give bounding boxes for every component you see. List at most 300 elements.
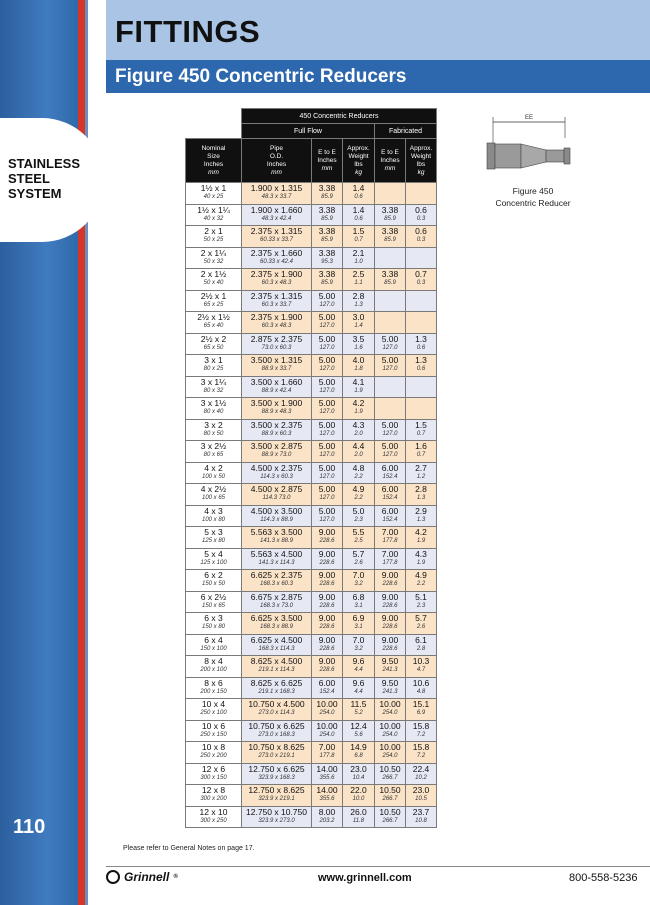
cell-weight-value: 4.9 <box>352 484 365 494</box>
table-corner-2 <box>186 124 242 139</box>
cell-od-metric: 273.0 x 168.3 <box>258 731 295 738</box>
cell-fab-e-to-e-metric: 127.0 <box>382 430 398 437</box>
cell-fab-weight <box>406 312 437 334</box>
cell-weight-value: 9.6 <box>352 677 365 688</box>
cell-size-metric: 300 x 150 <box>200 774 227 781</box>
table-corner <box>186 109 242 124</box>
table-row <box>186 763 437 785</box>
website-link[interactable]: www.grinnell.com <box>318 872 412 884</box>
cell-fab-e-to-e-value: 5.00 <box>381 333 399 344</box>
table-row <box>186 527 437 549</box>
cell-e-to-e-value: 10.00 <box>316 720 338 731</box>
table-title: 450 Concentric Reducers <box>242 109 437 124</box>
cell-weight-metric: 1.1 <box>354 280 363 286</box>
cell-weight-value: 4.3 <box>352 419 365 430</box>
cell-fab-e-to-e-value: 5.00 <box>381 355 399 365</box>
cell-od-metric: 60.33 x 33.7 <box>259 237 294 243</box>
cell-e-to-e-metric: 254.0 <box>319 731 335 738</box>
cell-fab-e-to-e-metric: 152.4 <box>382 473 398 480</box>
cell-weight-metric: 2.0 <box>354 452 363 458</box>
cell-fab-weight <box>406 398 437 420</box>
cell-od-value: 12.750 x 10.750 <box>246 806 307 817</box>
cell-weight <box>343 376 375 398</box>
table-row <box>186 462 437 484</box>
cell-od-metric: 219.1 x 114.3 <box>258 667 295 673</box>
page-title: FITTINGS <box>115 14 261 49</box>
cell-size-metric: 40 x 25 <box>203 194 224 200</box>
cell-od-value: 3.500 x 1.900 <box>250 398 303 408</box>
cell-size-value: 2½ x 2 <box>200 333 227 344</box>
cell-od <box>242 376 312 398</box>
page-subtitle: Figure 450 Concentric Reducers <box>115 66 407 87</box>
table-row <box>186 183 437 205</box>
cell-weight-metric: 5.6 <box>354 731 363 738</box>
cell-od-metric: 60.3 x 33.7 <box>261 301 292 308</box>
large-end-flange <box>487 143 495 169</box>
cell-size <box>186 763 242 785</box>
cell-size-metric: 100 x 50 <box>201 473 226 480</box>
cell-weight-value: 5.7 <box>352 548 365 559</box>
cell-weight-value: 12.4 <box>350 720 367 731</box>
cell-e-to-e-value: 14.00 <box>316 785 338 795</box>
cell-e-to-e-metric: 127.0 <box>319 409 335 415</box>
cell-fab-weight-metric: 7.2 <box>416 753 426 759</box>
cell-od-value: 3.500 x 2.875 <box>250 441 303 451</box>
cell-e-to-e-metric: 152.4 <box>319 688 335 695</box>
cell-size <box>186 613 242 635</box>
cell-size-metric: 250 x 200 <box>200 753 227 759</box>
cell-weight-metric: 1.8 <box>354 366 363 372</box>
cell-fab-weight-metric: 2.3 <box>416 602 426 609</box>
cell-fab-weight-metric: 2.6 <box>416 624 426 630</box>
cell-e-to-e <box>312 763 343 785</box>
cell-e-to-e-metric: 254.0 <box>319 710 335 716</box>
cell-weight-metric: 6.8 <box>354 753 363 759</box>
cell-fab-weight-value: 15.1 <box>412 699 430 709</box>
cell-fab-weight-metric: 0.7 <box>416 430 426 437</box>
cell-fab-e-to-e-metric: 152.4 <box>382 495 398 501</box>
cell-fab-e-to-e-metric: 85.9 <box>384 237 396 243</box>
table-row <box>186 312 437 334</box>
cell-weight-metric: 10.4 <box>352 774 365 781</box>
cell-fab-e-to-e-metric: 85.9 <box>384 280 396 286</box>
cell-od-value: 4.500 x 2.875 <box>250 484 303 494</box>
cell-e-to-e <box>312 591 343 613</box>
cell-size-value: 5 x 4 <box>204 548 223 559</box>
cell-e-to-e <box>312 441 343 463</box>
cell-fab-weight <box>406 763 437 785</box>
cell-fab-weight-value: 4.9 <box>415 570 427 580</box>
cell-size <box>186 398 242 420</box>
cell-e-to-e-value: 5.00 <box>318 505 336 516</box>
cell-e-to-e-value: 5.00 <box>318 312 336 322</box>
cell-fab-e-to-e-metric: 241.3 <box>382 667 398 673</box>
cell-fab-weight-value: 6.1 <box>415 634 427 645</box>
cell-weight-value: 1.4 <box>352 183 365 193</box>
cell-fab-weight-metric: 1.2 <box>416 473 426 480</box>
cell-e-to-e-metric: 203.2 <box>319 817 335 824</box>
cell-weight <box>343 785 375 807</box>
cell-fab-e-to-e <box>375 333 406 355</box>
cell-fab-weight <box>406 226 437 248</box>
cell-e-to-e-metric: 177.8 <box>319 753 335 759</box>
cell-size-metric: 50 x 32 <box>203 258 224 265</box>
cell-e-to-e <box>312 527 343 549</box>
cell-weight-value: 3.5 <box>352 333 365 344</box>
cell-od-value: 6.625 x 4.500 <box>250 634 303 645</box>
cell-od <box>242 462 312 484</box>
cell-size-metric: 50 x 40 <box>203 280 224 286</box>
cell-fab-weight-metric: 0.6 <box>416 344 426 351</box>
cell-od <box>242 699 312 721</box>
cell-fab-e-to-e <box>375 484 406 506</box>
cell-weight-value: 3.0 <box>352 312 365 322</box>
cell-weight-value: 11.5 <box>350 699 367 709</box>
cell-od <box>242 720 312 742</box>
cell-fab-weight-value: 4.2 <box>415 527 427 537</box>
cell-fab-e-to-e-value: 3.38 <box>381 269 399 279</box>
cell-size-metric: 200 x 150 <box>200 688 227 695</box>
cell-weight <box>343 634 375 656</box>
cell-size-metric: 65 x 50 <box>203 344 224 351</box>
cell-fab-e-to-e-value: 9.00 <box>381 591 399 602</box>
cell-fab-e-to-e <box>375 505 406 527</box>
cell-fab-weight <box>406 247 437 269</box>
cell-fab-weight-value: 22.4 <box>412 763 430 774</box>
cell-od <box>242 505 312 527</box>
cell-od-metric: 88.9 x 60.3 <box>261 430 292 437</box>
cell-od <box>242 355 312 377</box>
cell-e-to-e <box>312 398 343 420</box>
cell-od-metric: 273.0 x 219.1 <box>258 753 295 759</box>
table-row <box>186 269 437 291</box>
cell-e-to-e-value: 9.00 <box>318 570 336 580</box>
cell-weight-metric: 2.3 <box>354 516 363 523</box>
table-row <box>186 548 437 570</box>
cell-e-to-e <box>312 376 343 398</box>
cell-e-to-e-value: 9.00 <box>318 634 336 645</box>
cell-size-value: 6 x 2½ <box>200 591 227 602</box>
cell-e-to-e-value: 5.00 <box>318 376 336 387</box>
cell-weight-metric: 0.7 <box>354 237 363 243</box>
cell-size <box>186 656 242 678</box>
cell-od-value: 4.500 x 3.500 <box>250 505 303 516</box>
col-e-to-e: E to E Inches mm <box>312 139 343 183</box>
large-end-body <box>495 144 521 168</box>
cell-od-value: 8.625 x 6.625 <box>250 677 303 688</box>
cell-weight-metric: 1.9 <box>354 409 363 415</box>
cell-fab-e-to-e-value: 7.00 <box>381 548 399 559</box>
cell-e-to-e <box>312 290 343 312</box>
cell-fab-weight-value: 1.5 <box>415 419 427 430</box>
cell-e-to-e-metric: 85.9 <box>321 215 333 222</box>
cell-weight <box>343 247 375 269</box>
cell-size-value: 3 x 2½ <box>200 441 227 451</box>
cell-e-to-e <box>312 613 343 635</box>
cell-size <box>186 742 242 764</box>
cell-weight-metric: 1.6 <box>354 344 363 351</box>
cell-fab-e-to-e-value: 10.00 <box>379 720 401 731</box>
table-row <box>186 290 437 312</box>
dimension-label: EE <box>524 115 534 121</box>
cell-fab-e-to-e <box>375 720 406 742</box>
cell-od <box>242 290 312 312</box>
cell-fab-weight-value: 15.8 <box>412 742 430 752</box>
cell-od-metric: 48.3 x 42.4 <box>261 215 292 222</box>
cell-size-value: 5 x 3 <box>204 527 223 537</box>
table-body <box>186 183 437 828</box>
cell-od <box>242 269 312 291</box>
cell-fab-weight-value: 4.3 <box>415 548 427 559</box>
cell-size-metric: 150 x 80 <box>201 624 226 630</box>
cell-fab-weight-value: 2.9 <box>415 505 427 516</box>
cell-weight-metric: 3.2 <box>354 645 363 652</box>
cell-e-to-e-metric: 127.0 <box>319 387 335 394</box>
cell-fab-weight <box>406 484 437 506</box>
table-row <box>186 677 437 699</box>
cell-e-to-e <box>312 720 343 742</box>
cell-size-value: 4 x 2½ <box>200 484 227 494</box>
cell-e-to-e-value: 3.38 <box>318 226 336 236</box>
cell-e-to-e-metric: 127.0 <box>319 323 335 329</box>
group-fabricated: Fabricated <box>375 124 437 139</box>
cell-e-to-e <box>312 677 343 699</box>
cell-size <box>186 570 242 592</box>
cell-size <box>186 312 242 334</box>
cell-fab-weight-value: 0.7 <box>415 269 427 279</box>
col-nominal-size: Nominal Size Inches mm <box>186 139 242 183</box>
cell-fab-weight <box>406 333 437 355</box>
cell-od-value: 6.625 x 2.375 <box>250 570 303 580</box>
cell-size <box>186 183 242 205</box>
table-row <box>186 204 437 226</box>
cell-weight-metric: 1.4 <box>354 323 363 329</box>
cell-size <box>186 204 242 226</box>
cell-weight <box>343 656 375 678</box>
cell-fab-e-to-e-metric: 127.0 <box>382 366 398 372</box>
cell-e-to-e-metric: 127.0 <box>319 344 335 351</box>
cell-e-to-e-metric: 95.3 <box>321 258 333 265</box>
cell-fab-weight <box>406 527 437 549</box>
cell-size-metric: 125 x 100 <box>200 559 227 566</box>
cell-od <box>242 204 312 226</box>
cell-fab-weight <box>406 290 437 312</box>
cell-od-value: 2.875 x 2.375 <box>250 333 303 344</box>
cell-fab-e-to-e <box>375 634 406 656</box>
cell-od <box>242 527 312 549</box>
cell-e-to-e <box>312 570 343 592</box>
cell-fab-e-to-e <box>375 269 406 291</box>
cell-od-metric: 73.0 x 60.3 <box>261 344 292 351</box>
table-row <box>186 699 437 721</box>
brand-name: Grinnell <box>124 870 170 884</box>
cell-e-to-e-value: 7.00 <box>318 742 336 752</box>
cell-fab-e-to-e-value: 3.38 <box>381 226 399 236</box>
cell-od-value: 6.675 x 2.875 <box>250 591 303 602</box>
cell-size <box>186 333 242 355</box>
cell-fab-e-to-e <box>375 527 406 549</box>
table-row <box>186 720 437 742</box>
cell-od-value: 2.375 x 1.660 <box>250 247 303 258</box>
cell-weight-value: 5.0 <box>352 505 365 516</box>
cell-e-to-e-metric: 85.9 <box>321 194 333 200</box>
cell-e-to-e-metric: 355.6 <box>319 796 335 802</box>
grinnell-logo-icon <box>106 870 120 884</box>
cell-fab-weight-value: 10.6 <box>412 677 430 688</box>
cell-e-to-e-metric: 355.6 <box>319 774 335 781</box>
cell-fab-e-to-e-value: 10.50 <box>379 785 401 795</box>
cell-weight <box>343 484 375 506</box>
cell-e-to-e <box>312 312 343 334</box>
table-row <box>186 398 437 420</box>
cell-e-to-e-metric: 228.6 <box>319 667 335 673</box>
cell-fab-e-to-e-value: 10.00 <box>379 742 401 752</box>
cell-weight <box>343 613 375 635</box>
cell-e-to-e <box>312 742 343 764</box>
cell-e-to-e-value: 3.38 <box>318 269 336 279</box>
cell-fab-weight-metric: 0.3 <box>416 280 426 286</box>
cell-e-to-e-metric: 127.0 <box>319 495 335 501</box>
cell-fab-e-to-e-value: 6.00 <box>381 505 399 516</box>
cell-od <box>242 419 312 441</box>
cell-fab-e-to-e-metric: 127.0 <box>382 452 398 458</box>
cell-fab-weight <box>406 419 437 441</box>
cell-e-to-e-metric: 228.6 <box>319 559 335 566</box>
cell-weight <box>343 398 375 420</box>
cell-od-metric: 168.3 x 114.3 <box>258 645 295 652</box>
cell-size-metric: 200 x 100 <box>200 667 227 673</box>
cell-weight-value: 23.0 <box>350 763 367 774</box>
cell-od <box>242 247 312 269</box>
cell-size-value: 6 x 2 <box>204 570 223 580</box>
cell-weight-value: 6.9 <box>352 613 365 623</box>
cell-fab-weight-metric: 2.2 <box>416 581 426 587</box>
cell-od-value: 3.500 x 1.660 <box>250 376 303 387</box>
col-weight: Approx. Weight lbs kg <box>343 139 375 183</box>
cell-fab-weight <box>406 785 437 807</box>
grinnell-logo <box>106 870 178 884</box>
cell-fab-e-to-e <box>375 419 406 441</box>
cell-e-to-e <box>312 462 343 484</box>
cell-size <box>186 677 242 699</box>
cell-size-value: 2 x 1¼ <box>200 247 227 258</box>
cell-od-metric: 168.3 x 73.0 <box>259 602 294 609</box>
cell-od-metric: 323.9 x 168.3 <box>258 774 295 781</box>
cell-e-to-e-value: 9.00 <box>318 613 336 623</box>
cell-fab-weight <box>406 441 437 463</box>
small-end-flange <box>564 148 570 164</box>
cell-e-to-e-value: 14.00 <box>316 763 338 774</box>
table-row <box>186 742 437 764</box>
cell-e-to-e-metric: 228.6 <box>319 602 335 609</box>
cell-fab-e-to-e <box>375 742 406 764</box>
cell-size <box>186 376 242 398</box>
cell-fab-e-to-e-metric: 254.0 <box>382 710 398 716</box>
cell-fab-weight <box>406 183 437 205</box>
cell-e-to-e <box>312 183 343 205</box>
cell-weight-metric: 3.2 <box>354 581 363 587</box>
cell-fab-e-to-e <box>375 613 406 635</box>
cell-weight <box>343 419 375 441</box>
cell-e-to-e-value: 5.00 <box>318 484 336 494</box>
cell-fab-e-to-e <box>375 312 406 334</box>
table-row <box>186 247 437 269</box>
cell-weight-metric: 3.1 <box>354 624 363 630</box>
footer-divider <box>106 866 650 867</box>
cell-weight <box>343 548 375 570</box>
cell-weight-value: 7.0 <box>352 634 365 645</box>
cell-size-metric: 80 x 25 <box>203 366 224 372</box>
cell-od <box>242 183 312 205</box>
cell-e-to-e-metric: 85.9 <box>321 280 333 286</box>
cell-od <box>242 634 312 656</box>
cell-weight-value: 1.4 <box>352 204 365 215</box>
cell-size <box>186 290 242 312</box>
cell-od <box>242 742 312 764</box>
table-row <box>186 806 437 828</box>
cell-size-value: 10 x 8 <box>201 742 226 752</box>
cell-weight-metric: 0.6 <box>354 194 363 200</box>
section-title: STAINLESS STEEL SYSTEM <box>8 156 80 201</box>
cell-size-value: 3 x 2 <box>204 419 223 430</box>
cell-fab-e-to-e-value: 10.50 <box>379 763 401 774</box>
cell-weight-value: 9.6 <box>352 656 365 666</box>
cell-fab-e-to-e-metric: 127.0 <box>382 344 398 351</box>
cell-od-metric: 60.3 x 48.3 <box>261 280 292 286</box>
cell-weight-value: 4.2 <box>352 398 365 408</box>
cell-weight-value: 14.9 <box>350 742 367 752</box>
cell-weight <box>343 763 375 785</box>
cell-e-to-e-value: 9.00 <box>318 591 336 602</box>
cell-weight-value: 1.5 <box>352 226 365 236</box>
cell-size-metric: 65 x 40 <box>203 323 224 329</box>
brand-mark: ® <box>173 874 178 880</box>
cell-fab-e-to-e-metric: 228.6 <box>382 602 398 609</box>
cell-od-metric: 219.1 x 168.3 <box>258 688 295 695</box>
cell-weight <box>343 742 375 764</box>
cell-fab-e-to-e-metric: 228.6 <box>382 624 398 630</box>
cell-size <box>186 785 242 807</box>
cell-size-value: 2 x 1 <box>204 226 223 236</box>
cell-size-value: 12 x 8 <box>201 785 226 795</box>
table-row <box>186 484 437 506</box>
cell-e-to-e <box>312 484 343 506</box>
cell-e-to-e <box>312 333 343 355</box>
cell-weight-value: 7.0 <box>352 570 365 580</box>
cell-od <box>242 226 312 248</box>
cell-size-metric: 100 x 65 <box>201 495 226 501</box>
cell-weight <box>343 290 375 312</box>
cell-fab-weight <box>406 699 437 721</box>
cell-fab-e-to-e-value: 9.00 <box>381 613 399 623</box>
cell-size-metric: 40 x 32 <box>203 215 224 222</box>
cell-size-value: 8 x 4 <box>204 656 223 666</box>
cell-fab-e-to-e-value: 9.00 <box>381 570 399 580</box>
cell-fab-e-to-e-value: 9.50 <box>381 677 399 688</box>
cell-size-metric: 250 x 100 <box>200 710 227 716</box>
cell-od-value: 8.625 x 4.500 <box>250 656 303 666</box>
cell-weight-metric: 4.4 <box>354 688 363 695</box>
cell-e-to-e <box>312 269 343 291</box>
table-row <box>186 785 437 807</box>
cell-fab-weight-value: 23.0 <box>412 785 430 795</box>
cell-fab-weight-value: 0.6 <box>415 204 427 215</box>
cell-e-to-e <box>312 699 343 721</box>
cell-weight <box>343 333 375 355</box>
cell-size-metric: 150 x 100 <box>200 645 227 652</box>
cell-fab-e-to-e-value: 6.00 <box>381 462 399 473</box>
cell-size-value: 4 x 3 <box>204 505 223 516</box>
